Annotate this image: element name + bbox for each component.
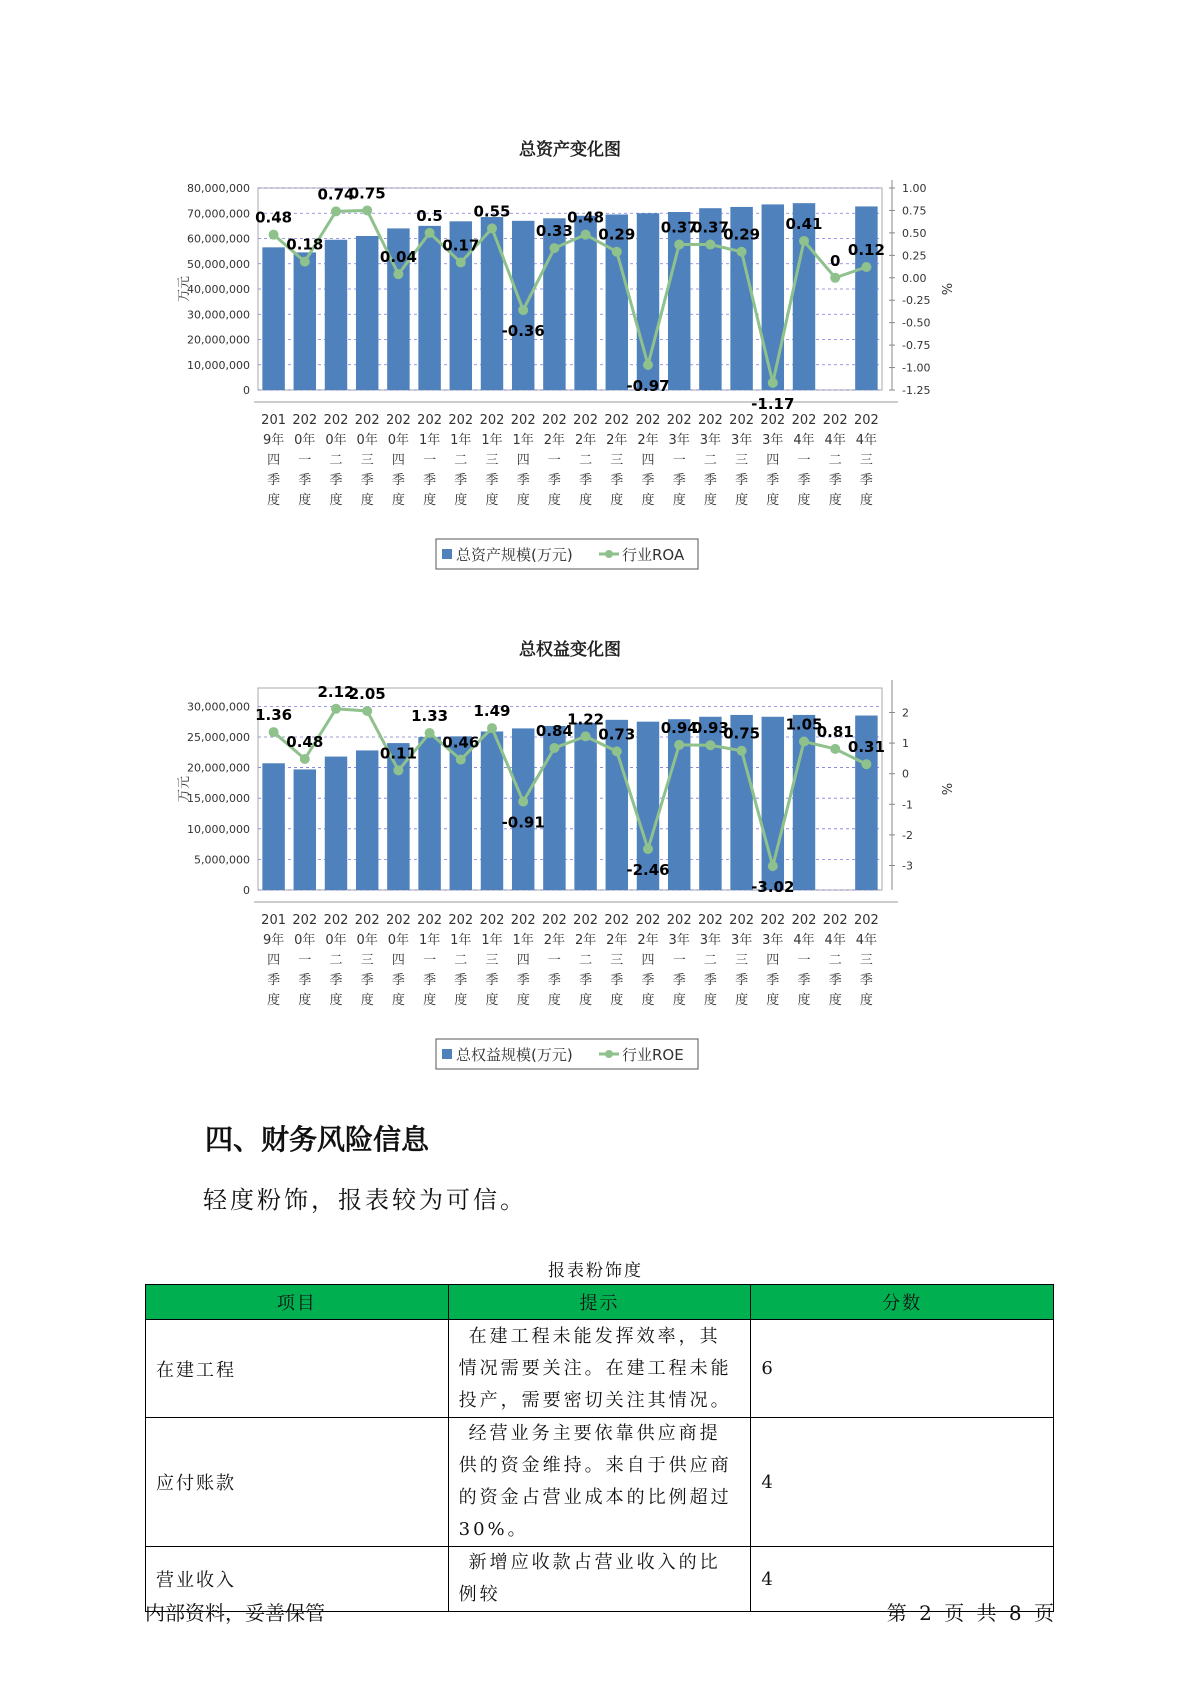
- line-point: [581, 731, 591, 741]
- y2-axis-label: %: [938, 282, 953, 296]
- x-tick-label: 202 2年三季度: [604, 913, 630, 1008]
- total-assets-chart: [177, 140, 960, 600]
- bar: [606, 720, 628, 890]
- x-tick-label: 202 2年三季度: [604, 413, 630, 508]
- bar: [262, 247, 284, 390]
- y-axis-label: 万元: [177, 275, 192, 303]
- legend-bar-label: 总权益规模(万元): [456, 1046, 573, 1064]
- x-tick-label: 202 0年四季度: [385, 913, 411, 1008]
- x-tick-label: 202 3年三季度: [729, 413, 755, 508]
- line-point: [425, 228, 435, 238]
- y-tick-label: 80,000,000: [187, 182, 250, 195]
- data-label: 0.84: [535, 721, 573, 740]
- x-tick-label: 202 3年一季度: [666, 913, 692, 1008]
- chart-title: 总资产变化图: [519, 140, 621, 160]
- bar: [356, 236, 378, 390]
- x-tick-label: 202 0年二季度: [323, 913, 349, 1008]
- section-intro: 轻度粉饰，报表较为可信。: [203, 1186, 527, 1214]
- line-point: [768, 378, 778, 388]
- x-tick-label: 202 1年一季度: [417, 913, 443, 1008]
- line-point: [518, 797, 528, 807]
- legend-bar-label: 总资产规模(万元): [456, 546, 573, 564]
- x-tick-label: 202 1年四季度: [510, 413, 536, 508]
- line-point: [487, 723, 497, 733]
- data-label: 0.5: [416, 206, 443, 225]
- x-tick-label: 202 3年四季度: [760, 913, 786, 1008]
- y-tick-label: 70,000,000: [187, 207, 250, 221]
- data-label: -0.91: [501, 813, 545, 832]
- header-score: 分数: [751, 1285, 1054, 1320]
- header-item: 项目: [146, 1285, 449, 1320]
- bar: [574, 216, 596, 390]
- x-tick-label: 202 0年一季度: [292, 913, 318, 1008]
- header-hint: 提示: [448, 1285, 751, 1320]
- x-tick-label: 202 0年一季度: [292, 413, 318, 508]
- bar: [762, 204, 784, 390]
- y2-tick-label: 1.00: [902, 182, 927, 195]
- bar: [574, 723, 596, 890]
- data-label: 0.31: [847, 738, 885, 757]
- x-tick-label: 202 4年一季度: [791, 413, 817, 508]
- y2-tick-label: 0: [902, 767, 909, 781]
- y2-tick-label: -1.25: [902, 384, 931, 397]
- data-label: 0.33: [535, 222, 573, 241]
- line-point: [768, 861, 778, 871]
- y-tick-label: 10,000,000: [187, 358, 250, 372]
- row-hint: 经营业务主要依靠供应商提供的资金维持。来自于供应商的资金占营业成本的比例超过30%。: [448, 1418, 751, 1547]
- data-label: 0.48: [286, 733, 324, 752]
- bar: [325, 757, 347, 890]
- line-point: [456, 258, 466, 268]
- line-point: [861, 262, 871, 272]
- data-label: 0.37: [660, 218, 698, 237]
- y2-tick-label: -2: [902, 828, 913, 842]
- line-point: [393, 765, 403, 775]
- y-axis-label: 万元: [177, 775, 192, 803]
- chart-title: 总权益变化图: [519, 640, 621, 660]
- data-label: 0.75: [723, 724, 761, 743]
- data-label: 0.41: [785, 214, 823, 233]
- bar: [481, 217, 503, 390]
- x-tick-label: 202 4年一季度: [791, 913, 817, 1008]
- line-point: [362, 205, 372, 215]
- line-point: [581, 230, 591, 240]
- x-tick-label: 202 2年一季度: [541, 913, 567, 1008]
- data-label: -0.36: [501, 322, 545, 341]
- legend-line-label: 行业ROE: [622, 1046, 684, 1064]
- table-row: [146, 1418, 1054, 1547]
- table-row: [146, 1320, 1054, 1418]
- y-tick-label: 20,000,000: [187, 761, 250, 775]
- x-tick-label: 202 1年四季度: [510, 913, 536, 1008]
- y2-tick-label: -1.00: [902, 361, 931, 375]
- line-point: [643, 844, 653, 854]
- data-label: 0.48: [567, 208, 605, 227]
- data-label: -1.17: [751, 394, 795, 413]
- y2-tick-label: 0.00: [902, 271, 927, 285]
- line-point: [362, 706, 372, 716]
- bar: [855, 206, 877, 390]
- data-label: 0.81: [816, 722, 854, 741]
- bar: [418, 226, 440, 390]
- x-tick-label: 201 9年四季度: [261, 413, 287, 508]
- data-label: 2.12: [317, 682, 355, 701]
- x-tick-label: 202 2年二季度: [573, 413, 599, 508]
- y2-axis-label: %: [938, 782, 953, 796]
- x-tick-label: 202 2年二季度: [573, 913, 599, 1008]
- line-point: [549, 243, 559, 253]
- y-tick-label: 60,000,000: [187, 232, 250, 246]
- legend-line-marker: [605, 1050, 613, 1058]
- line-point: [612, 247, 622, 257]
- y-tick-label: 10,000,000: [187, 822, 250, 836]
- x-tick-label: 202 1年三季度: [479, 413, 505, 508]
- x-tick-label: 202 1年二季度: [448, 413, 474, 508]
- legend-bar-swatch: [442, 1049, 452, 1059]
- line-point: [269, 230, 279, 240]
- line-point: [705, 740, 715, 750]
- row-hint: 新增应收款占营业收入的比例较: [448, 1547, 751, 1612]
- line-point: [549, 743, 559, 753]
- line-point: [331, 206, 341, 216]
- x-tick-label: 202 4年二季度: [822, 913, 848, 1008]
- footer-confidential: 内部资料，妥善保管: [145, 1601, 325, 1625]
- data-label: 0.93: [691, 719, 729, 738]
- data-label: 0.94: [660, 718, 698, 737]
- x-tick-label: 202 3年四季度: [760, 413, 786, 508]
- y-tick-label: 0: [243, 884, 250, 897]
- y-tick-label: 40,000,000: [187, 283, 250, 296]
- x-tick-label: 201 9年四季度: [261, 913, 287, 1008]
- line-point: [487, 223, 497, 233]
- line-point: [861, 759, 871, 769]
- row-item: 在建工程: [146, 1320, 449, 1418]
- data-label: 0.48: [255, 208, 293, 227]
- y2-tick-label: 0.25: [902, 249, 927, 263]
- row-score: 4: [751, 1418, 1054, 1547]
- row-score: 4: [751, 1547, 1054, 1612]
- total-equity-chart: [177, 640, 960, 1100]
- section-title: 四、财务风险信息: [205, 1123, 430, 1156]
- x-tick-label: 202 0年二季度: [323, 413, 349, 508]
- data-label: -2.46: [626, 860, 670, 879]
- data-label: 0.17: [442, 236, 480, 255]
- y2-tick-label: 0.50: [902, 226, 927, 240]
- x-tick-label: 202 4年三季度: [853, 913, 879, 1008]
- data-label: 0.29: [723, 225, 761, 244]
- data-label: 0.74: [317, 185, 355, 204]
- y2-tick-label: -0.50: [902, 316, 931, 330]
- y2-tick-label: 0.75: [902, 204, 927, 218]
- data-label: 1.05: [785, 715, 823, 734]
- bar: [512, 728, 534, 890]
- x-tick-label: 202 3年二季度: [697, 913, 723, 1008]
- data-label: 1.49: [473, 702, 511, 721]
- data-label: 1.36: [255, 706, 293, 725]
- line-point: [643, 360, 653, 370]
- x-tick-label: 202 1年二季度: [448, 913, 474, 1008]
- x-tick-label: 202 2年一季度: [541, 413, 567, 508]
- line-point: [425, 728, 435, 738]
- bar: [387, 743, 409, 890]
- data-label: -0.97: [626, 376, 670, 395]
- data-label: 1.22: [567, 710, 605, 729]
- y-tick-label: 20,000,000: [187, 333, 250, 347]
- y-tick-label: 30,000,000: [187, 700, 250, 714]
- data-label: 1.33: [411, 706, 449, 725]
- total-assets-chart-svg: [177, 140, 960, 600]
- x-tick-label: 202 1年一季度: [417, 413, 443, 508]
- data-label: 0.04: [379, 248, 417, 267]
- y-tick-label: 0: [243, 384, 250, 397]
- bar: [294, 252, 316, 390]
- bar: [325, 240, 347, 390]
- data-label: 0.11: [379, 744, 417, 763]
- line-point: [674, 240, 684, 250]
- line-point: [799, 737, 809, 747]
- data-label: 0.29: [598, 225, 636, 244]
- x-tick-label: 202 2年四季度: [635, 413, 661, 508]
- data-label: 0.37: [691, 218, 729, 237]
- line-point: [674, 740, 684, 750]
- line-point: [269, 727, 279, 737]
- risk-table: [145, 1284, 1054, 1612]
- line-point: [612, 746, 622, 756]
- legend-line-marker: [605, 550, 613, 558]
- data-label: -3.02: [751, 878, 795, 897]
- y-tick-label: 25,000,000: [187, 730, 250, 744]
- row-item: 应付账款: [146, 1418, 449, 1547]
- line-point: [799, 236, 809, 246]
- x-tick-label: 202 2年四季度: [635, 913, 661, 1008]
- bar: [418, 737, 440, 890]
- bar: [668, 212, 690, 390]
- y-tick-label: 30,000,000: [187, 308, 250, 322]
- line-point: [393, 269, 403, 279]
- line-point: [705, 240, 715, 250]
- line-point: [300, 257, 310, 267]
- data-label: 0: [829, 251, 841, 270]
- line-point: [737, 746, 747, 756]
- line-point: [518, 305, 528, 315]
- line-point: [830, 273, 840, 283]
- line-point: [830, 744, 840, 754]
- y-tick-label: 50,000,000: [187, 257, 250, 271]
- x-tick-label: 202 0年四季度: [385, 413, 411, 508]
- x-tick-label: 202 3年二季度: [697, 413, 723, 508]
- line-point: [300, 754, 310, 764]
- bar: [294, 769, 316, 890]
- row-hint: 在建工程未能发挥效率，其情况需要关注。在建工程未能投产，需要密切关注其情况。: [448, 1320, 751, 1418]
- bar: [356, 750, 378, 890]
- line-point: [331, 704, 341, 714]
- data-label: 0.18: [286, 235, 324, 254]
- data-label: 0.12: [847, 241, 885, 260]
- y2-tick-label: -3: [902, 859, 913, 873]
- bar: [481, 731, 503, 890]
- x-tick-label: 202 0年三季度: [354, 413, 380, 508]
- bar: [262, 763, 284, 890]
- data-label: 0.73: [598, 725, 636, 744]
- table-caption: 报表粉饰度: [548, 1261, 643, 1281]
- x-tick-label: 202 3年一季度: [666, 413, 692, 508]
- y2-tick-label: -0.75: [902, 339, 931, 353]
- x-tick-label: 202 3年三季度: [729, 913, 755, 1008]
- x-tick-label: 202 1年三季度: [479, 913, 505, 1008]
- y-tick-label: 5,000,000: [194, 853, 250, 867]
- data-label: 2.05: [348, 684, 386, 703]
- x-tick-label: 202 4年二季度: [822, 413, 848, 508]
- row-score: 6: [751, 1320, 1054, 1418]
- y2-tick-label: -1: [902, 798, 913, 812]
- line-point: [737, 247, 747, 257]
- x-tick-label: 202 4年三季度: [853, 413, 879, 508]
- data-label: 0.46: [442, 733, 480, 752]
- y2-tick-label: -0.25: [902, 294, 931, 308]
- legend-line-label: 行业ROA: [622, 546, 685, 564]
- row-item: 营业收入: [146, 1547, 449, 1612]
- total-equity-chart-svg: [177, 640, 960, 1100]
- line-point: [456, 755, 466, 765]
- y2-tick-label: 2: [902, 706, 909, 720]
- footer-page-number: 第 2 页 共 8 页: [886, 1601, 1054, 1625]
- legend-bar-swatch: [442, 549, 452, 559]
- data-label: 0.55: [473, 202, 511, 221]
- data-label: 0.75: [348, 184, 386, 203]
- y-tick-label: 15,000,000: [187, 792, 250, 806]
- y2-tick-label: 1: [902, 737, 909, 751]
- table-header-row: [146, 1285, 1054, 1320]
- x-tick-label: 202 0年三季度: [354, 913, 380, 1008]
